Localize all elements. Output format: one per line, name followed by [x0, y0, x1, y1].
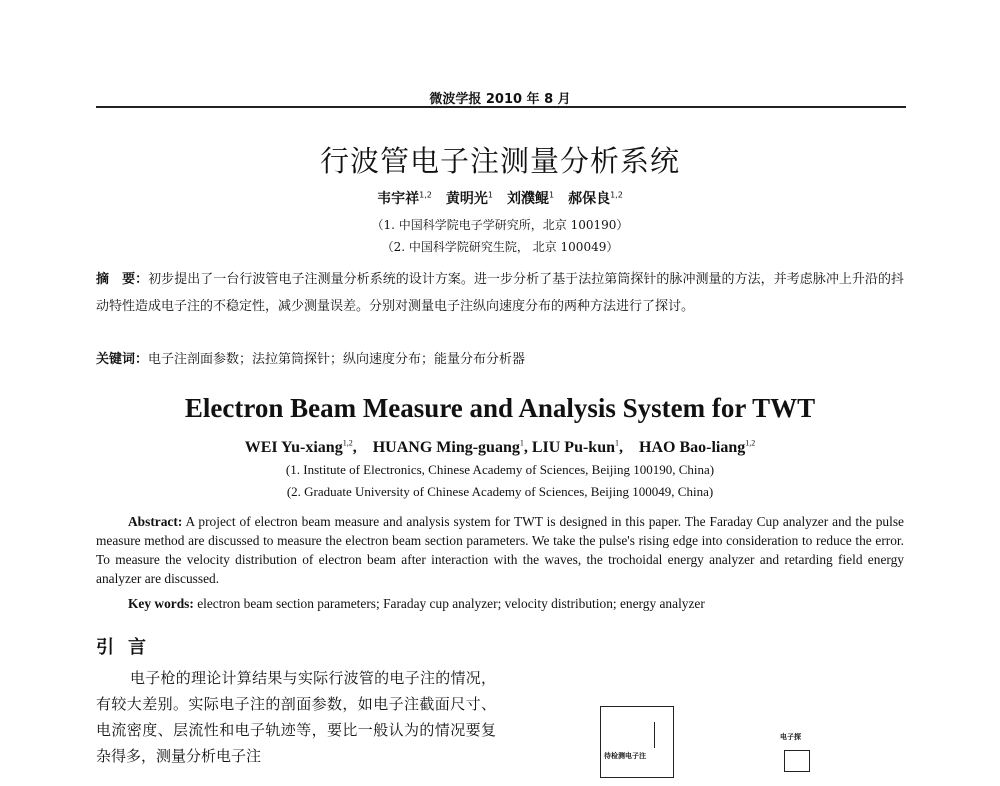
body-text — [96, 665, 496, 769]
keywords-en-text: electron beam section parameters; Faraday cup analyzer; velocity distribution; energy analyzer — [193, 596, 705, 611]
figure-label-right: 电子探 — [780, 733, 801, 741]
author-en: HAO Bao-liang$^{1,2}$ — [639, 438, 756, 456]
header-rule — [96, 106, 906, 108]
section-heading: 引言 — [96, 637, 160, 658]
author-cn: 刘濮鲲$^1$ — [507, 190, 555, 207]
authors-en — [0, 434, 1000, 457]
affiliation-en-1: (1. Institute of Electronics, Chinese Academy of Sciences, Beijing 100190, China) — [285, 462, 715, 477]
abstract-en — [96, 512, 904, 588]
figure-box-right — [784, 750, 810, 772]
author-en: LIU Pu-kun$^1$, — [531, 438, 640, 456]
figure-box-left — [600, 706, 674, 778]
keywords-cn-label: 关键词： — [96, 352, 149, 367]
keywords-en-label: Key words: — [128, 596, 194, 611]
author-cn: 郝保良$^{1,2}$ — [568, 190, 623, 207]
author-cn: 黄明光$^1$ — [445, 190, 493, 207]
keywords-cn-text: 电子注剖面参数；法拉第筒探针；纵向速度分布；能量分布分析器 — [148, 352, 526, 367]
keywords-en — [96, 596, 904, 612]
affiliation-en-2: (2. Graduate University of Chinese Academy of Sciences, Beijing 100049, China) — [286, 484, 714, 499]
abstract-cn — [96, 266, 904, 320]
affiliation-cn-2: （2. 中国科学院研究生院， 北京 100049） — [381, 240, 619, 254]
author-cn: 韦宇祥$^{1,2}$ — [377, 190, 432, 207]
keywords-cn — [96, 348, 904, 367]
figure-diagram — [600, 706, 910, 786]
author-en: HUANG Ming-guang$^1$, — [372, 438, 532, 456]
figure-label-left: 待检测电子注 — [604, 752, 646, 760]
author-en: WEI Yu-xiang$^{1,2}$, — [244, 438, 373, 456]
authors-cn — [0, 188, 1000, 208]
figure-line — [654, 722, 655, 748]
abstract-en-text: A project of electron beam measure and analysis system for TWT is designed in this paper. The Faraday Cup analyzer and the pulse measure method are discussed to measure the electron beam section parameters. We take the pulse's rising edge into consideration to reduce the error. To measure the velocity distribution of electron beam after interaction with the waves, the trochoidal energy analyzer and retarding field energy analyzer are discussed. — [96, 514, 904, 586]
affiliation-cn-1: （1. 中国科学院电子学研究所，北京 100190） — [371, 218, 629, 232]
abstract-cn-label: 摘 要： — [96, 272, 149, 287]
abstract-cn-text: 初步提出了一台行波管电子注测量分析系统的设计方案。进一步分析了基于法拉第筒探针的脉冲测量的方法，并考虑脉冲上升沿的抖动特性造成电子注的不稳定性，减少测量误差。分别对测量电子注纵向速度分布的两种方法进行了探讨。 — [96, 272, 904, 314]
journal-header: 微波学报 2010 年 8 月 — [429, 92, 571, 107]
paper-title-cn: 行波管电子注测量分析系统 — [319, 144, 680, 178]
paper-title-en: Electron Beam Measure and Analysis System for TWT — [184, 393, 816, 423]
body-paragraph: 电子枪的理论计算结果与实际行波管的电子注的情况，有较大差别。实际电子注的剖面参数，如电子注截面尺寸、电流密度、层流性和电子轨迹等，要比一般认为的情况要复杂得多，测量分析电子注 — [96, 669, 496, 765]
abstract-en-label: Abstract: — [128, 514, 183, 529]
